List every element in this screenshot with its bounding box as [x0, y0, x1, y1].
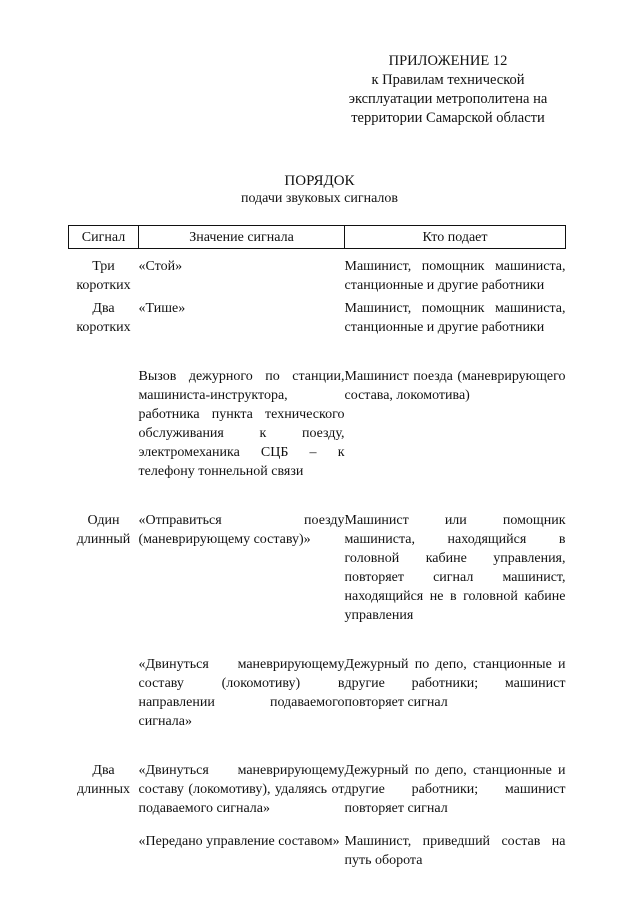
- signal-cell: Один длинный: [76, 512, 131, 547]
- table-row: [69, 655, 566, 731]
- appendix-line: эксплуатации метрополитена на: [348, 91, 548, 107]
- table-row: [69, 511, 566, 625]
- appendix-line: к Правилам технической: [371, 72, 525, 88]
- signal-cell: Три коротких: [76, 258, 131, 293]
- appendix-line: ПРИЛОЖЕНИЕ 12: [388, 53, 508, 69]
- table-row: [69, 761, 566, 818]
- signal-cell: [69, 655, 139, 731]
- meaning-cell: Вызов дежурного по станции, машиниста-инструктора, работника пункта технического обслуживания к поезду, электромеханика СЦБ – к телефону тоннельной связи: [138, 368, 345, 479]
- signal-cell: [69, 832, 139, 870]
- who-cell: Машинист поезда (маневрирующего состава, локомотива): [344, 368, 566, 403]
- who-cell: Машинист или помощник машиниста, находящийся в головной кабине управления, повторяет сигнал машинист, находящийся не в головной кабине управления: [344, 512, 566, 623]
- appendix-line: территории Самарской области: [351, 110, 545, 126]
- header-signal: Сигнал: [69, 226, 139, 249]
- table-row: [69, 367, 566, 481]
- who-cell: Машинист, помощник машиниста, станционные и другие работники: [344, 300, 566, 335]
- signal-cell: Два коротких: [76, 300, 131, 335]
- meaning-cell: «Стой»: [138, 258, 183, 274]
- who-cell: Дежурный по депо, станционные и другие работники; машинист повторяет сигнал: [344, 762, 566, 816]
- header-who: Кто подает: [345, 226, 566, 249]
- meaning-cell: «Двинуться маневрирующему составу (локомотиву) в направлении подаваемого сигнала»: [138, 656, 345, 729]
- table-header-row: [69, 226, 566, 249]
- table-row: [69, 832, 566, 870]
- meaning-cell: «Тише»: [138, 300, 186, 316]
- meaning-cell: «Передано управление составом»: [138, 833, 340, 849]
- who-cell: Дежурный по депо, станционные и другие работники; машинист повторяет сигнал: [344, 656, 566, 710]
- meaning-cell: «Двинуться маневрирующему составу (локомотиву), удаляясь от подаваемого сигнала»: [138, 762, 345, 816]
- appendix-block: [330, 52, 566, 128]
- who-cell: Машинист, приведший состав на путь оборота: [344, 833, 566, 868]
- table-row: [69, 299, 566, 337]
- header-meaning: Значение сигнала: [139, 226, 345, 249]
- signals-table: [68, 225, 566, 870]
- document-title: ПОРЯДОК: [284, 173, 355, 189]
- meaning-cell: «Отправиться поезду (маневрирующему составу)»: [138, 512, 345, 547]
- document-subtitle: подачи звуковых сигналов: [240, 191, 399, 206]
- signal-cell: [69, 367, 139, 481]
- table-row: [69, 257, 566, 295]
- signal-cell: Два длинных: [77, 762, 130, 797]
- who-cell: Машинист, помощник машиниста, станционные и другие работники: [344, 258, 566, 293]
